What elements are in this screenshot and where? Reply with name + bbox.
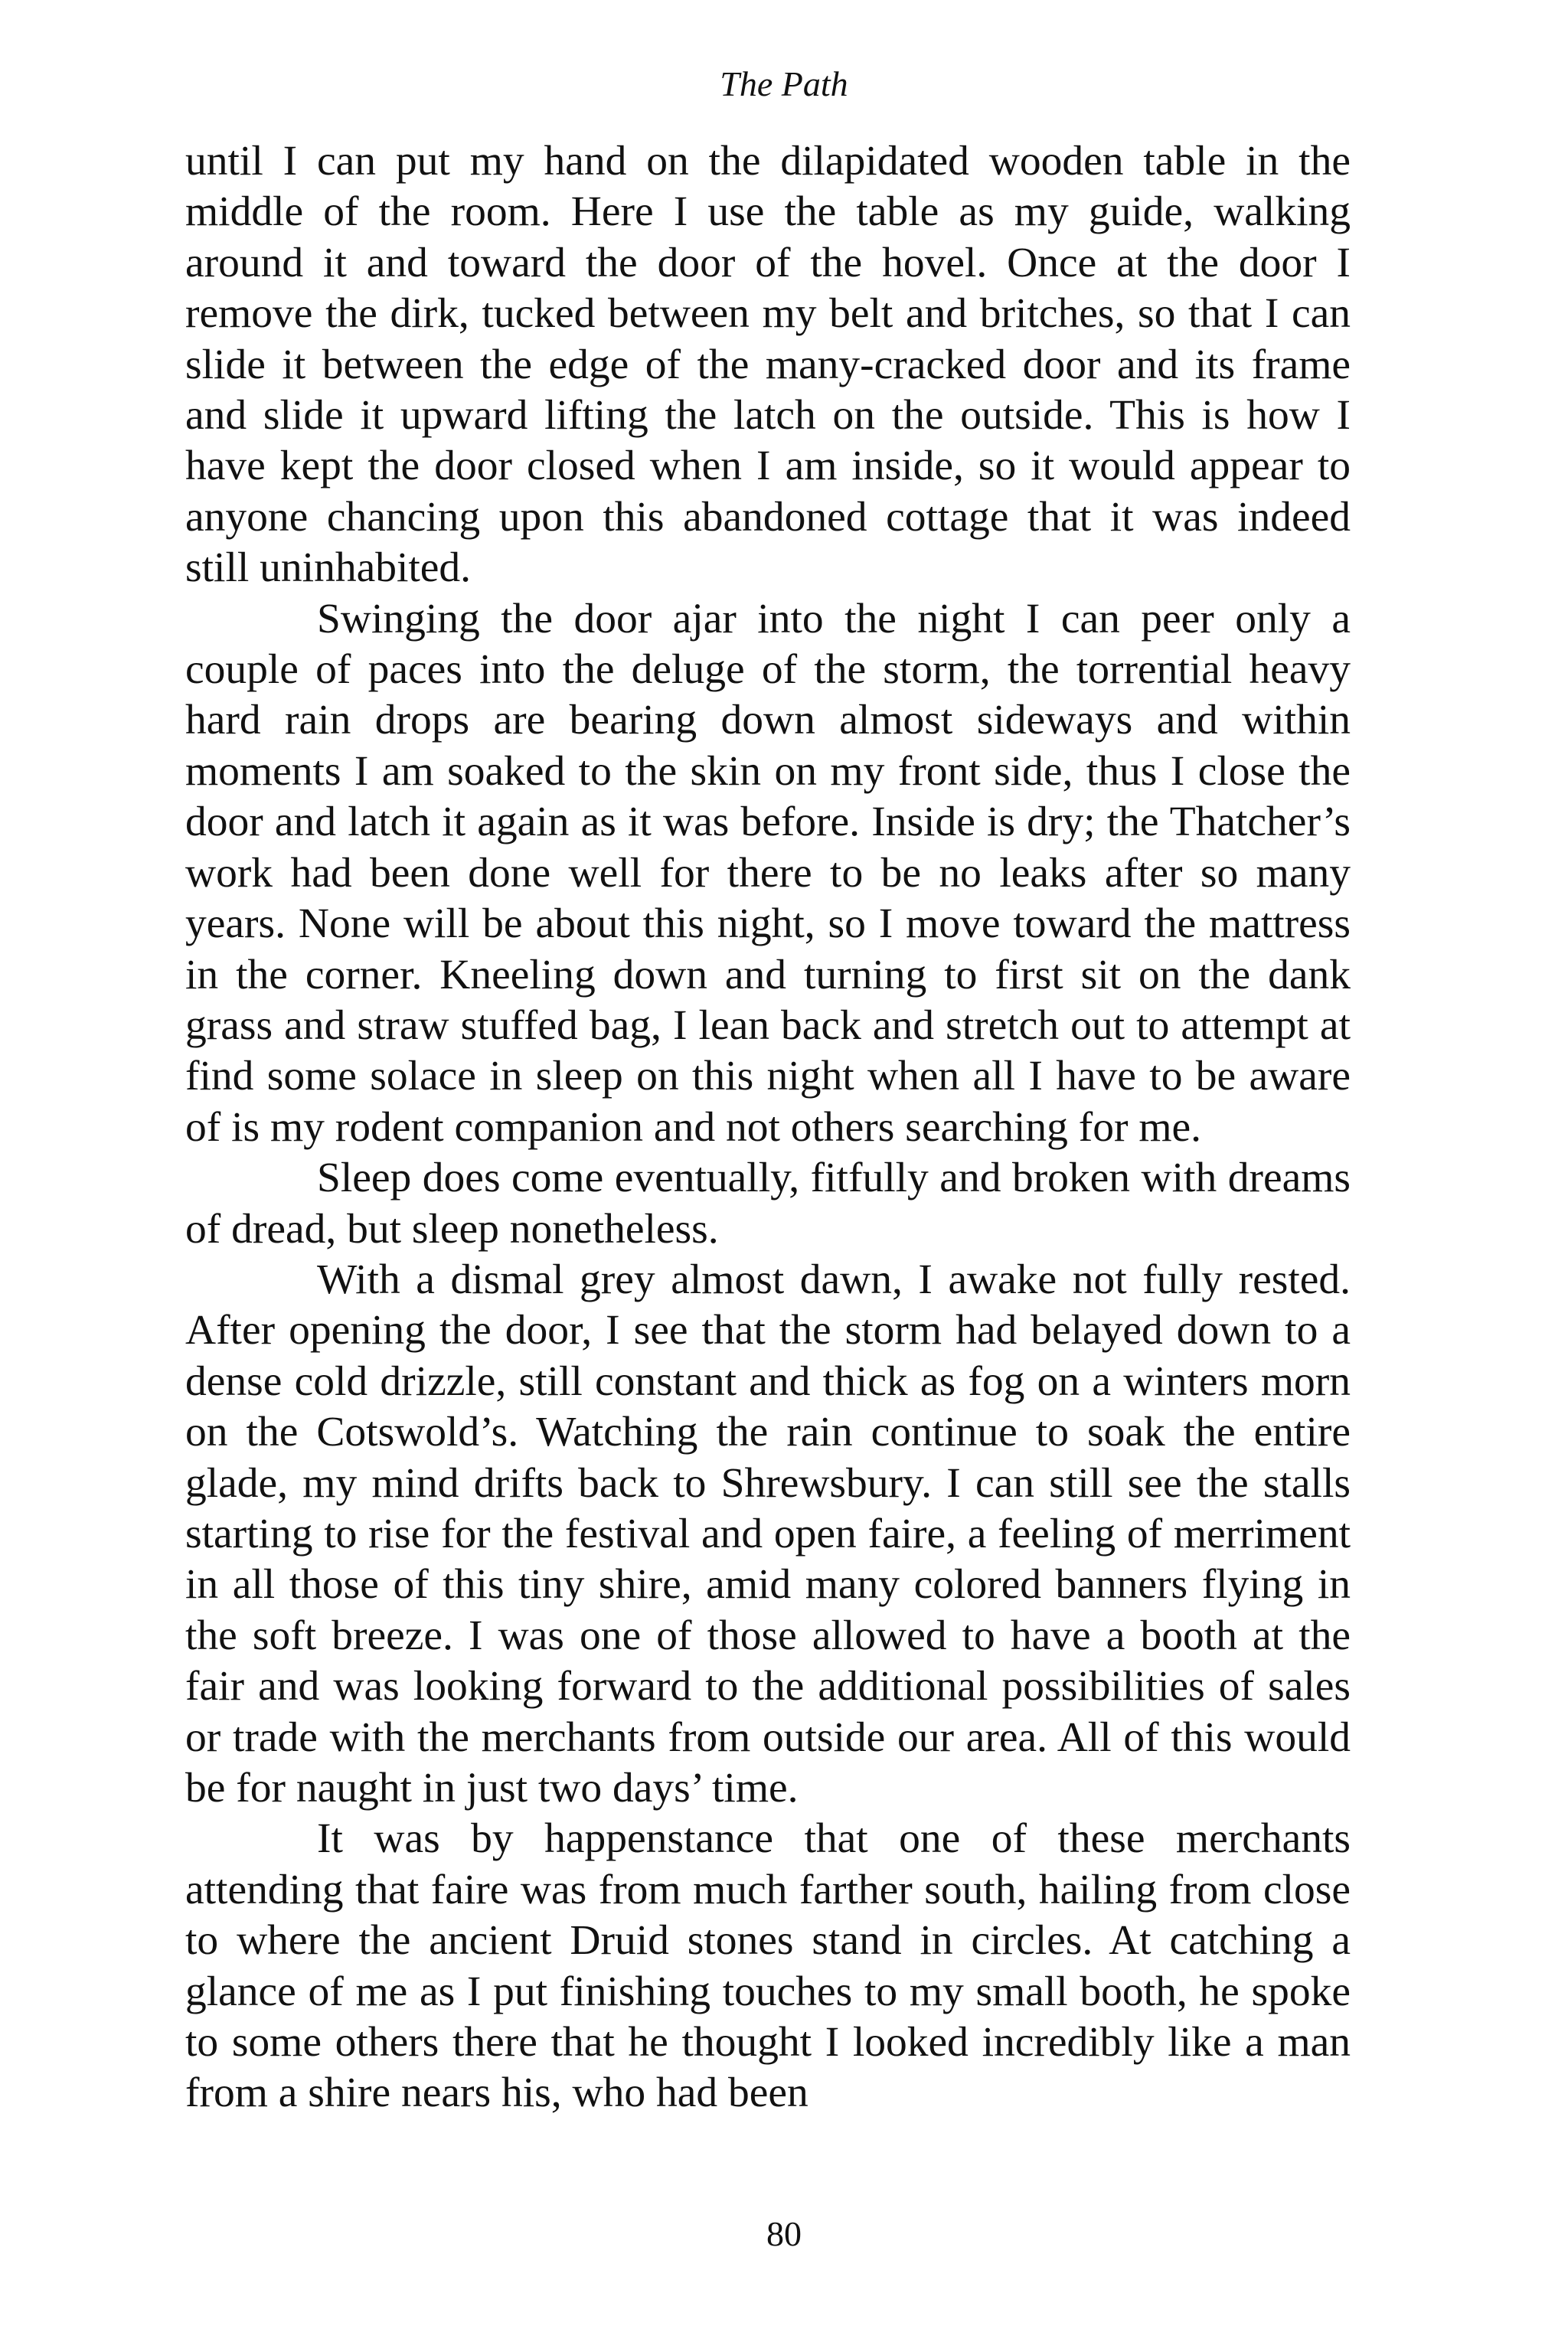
paragraph: Swinging the door ajar into the night I can peer only a couple of paces into the deluge of the storm, the torrential heavy hard rain drops are bearing down almost sideways and within moments I am soaked to the skin on my front side, thus I close the door and latch it again as it was before. Inside is dry; the Thatcher’s work had been done well for there to be no leaks after so many years. None will be about this night, so I move toward the mattress in the corner. Kneeling down and turning to first sit on the dank grass and straw stuffed bag, I lean back and stretch out to attempt at find some solace in sleep on this night when all I have to be aware of is my rodent companion and not others searching for me. xyxy=(185,595,1351,1151)
paragraph: With a dismal grey almost dawn, I awake not fully rested. After opening the door, I see that the storm had belayed down to a dense cold drizzle, still constant and thick as fog on a winters morn on the Cotswold’s. Watching the rain continue to soak the entire glade, my mind drifts back to Shrewsbury. I can still see the stalls starting to rise for the festival and open faire, a feeling of merriment in all those of this tiny shire, amid many colored banners flying in the soft breeze. I was one of those allowed to have a booth at the fair and was looking forward to the additional possibilities of sales or trade with the merchants from outside our area. All of this would be for naught in just two days’ time. xyxy=(185,1256,1351,1811)
paragraph: It was by happenstance that one of these merchants attending that faire was from much farther south, hailing from close to where the ancient Druid stones stand in circles. At catching a glance of me as I put finishing touches to my small booth, he spoke to some others there that he thought I looked incredibly like a man from a shire nears his, who had been xyxy=(185,1815,1351,2117)
paragraph: Sleep does come eventually, fitfully and broken with dreams of dread, but sleep nonetheless. xyxy=(185,1155,1351,1253)
paragraph: until I can put my hand on the dilapidated wooden table in the middle of the room. Here I use the table as my guide, walking around it and toward the door of the hovel. Once at the door I remove the dirk, tucked between my belt and britches, so that I can slide it between the edge of the many-cracked door and its frame and slide it upward lifting the latch on the outside. This is how I have kept the door closed when I am inside, so it would appear to anyone chancing upon this abandoned cottage that it was indeed still uninhabited. xyxy=(185,138,1351,592)
running-head: The Path xyxy=(720,64,848,103)
page-number: 80 xyxy=(766,2214,802,2253)
body-text xyxy=(185,136,1351,2119)
